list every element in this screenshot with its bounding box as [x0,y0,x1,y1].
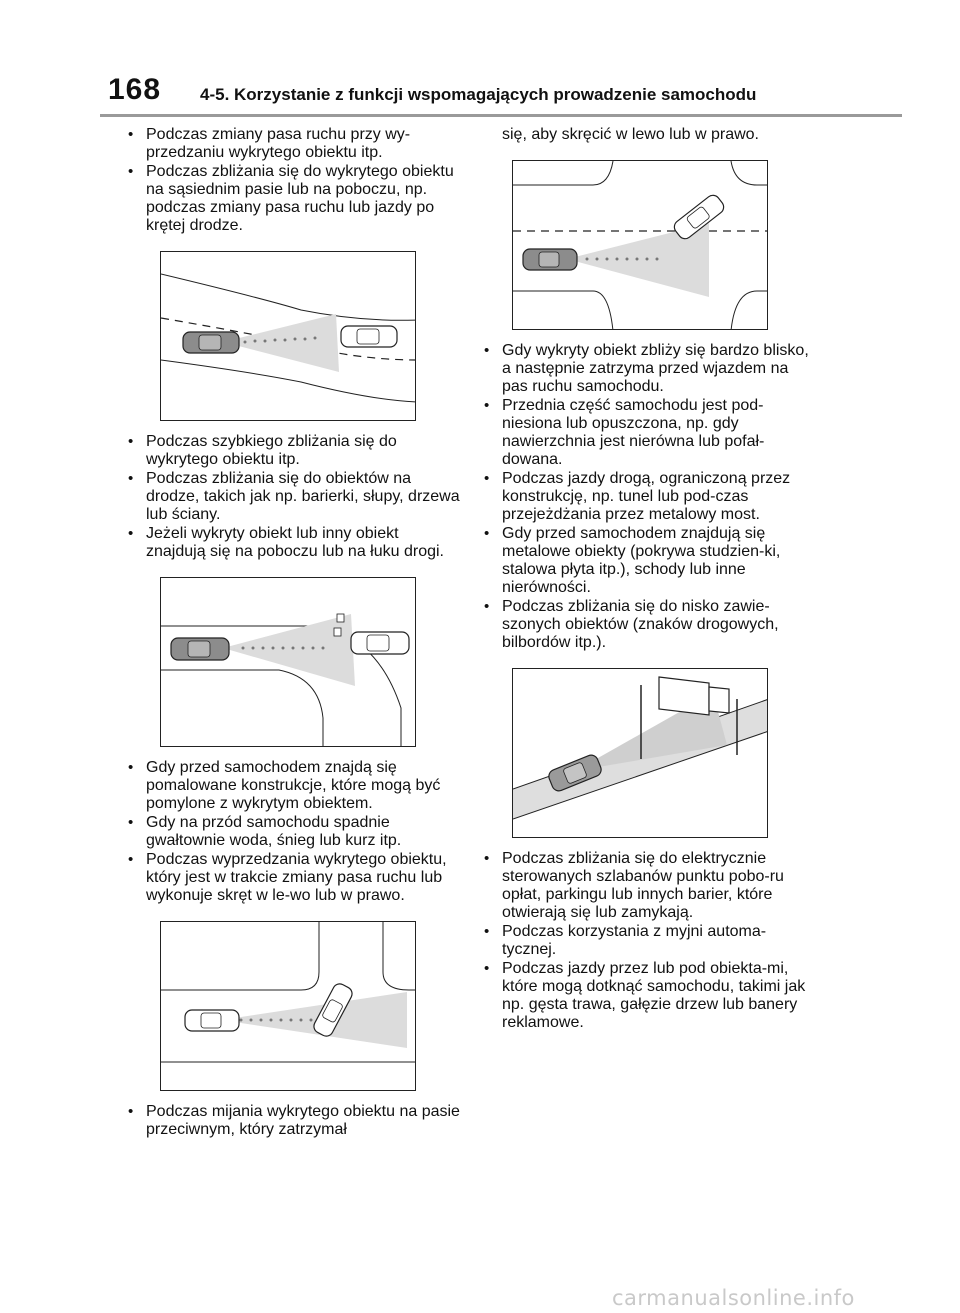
list-item: • Gdy przed samochodem znajdują się metalowe obiekty (pokrywa studzien-ki, stalowa płyta itp.), schody lub inne nierówności. [478,525,818,597]
bullet-list [122,433,462,561]
illustration-intersection-turn [160,921,416,1091]
list-item: • Podczas zbliżania się do wykrytego obiektu na sąsiednim pasie lub na poboczu, np. podczas zmiany pasa ruchu lub jazdy po krętej drodze. [122,163,462,235]
list-item: • Podczas szybkiego zbliżania się do wykrytego obiektu itp. [122,433,462,469]
section-title: 4-5. Korzystanie z funkcji wspomagających prowadzenie samochodu [200,85,757,104]
list-item: • Podczas korzystania z myjni automa-tycznej. [478,923,818,959]
list-item: • Podczas jazdy drogą, ograniczoną przez konstrukcję, np. tunel lub pod-czas przejeżdżania przez metalowy most. [478,470,818,524]
list-item: • Gdy wykryty obiekt zbliży się bardzo blisko, a następnie zatrzyma przed wjazdem na pas ruchu samochodu. [478,342,818,396]
list-item: • Przednia część samochodu jest pod-niesiona lub opuszczona, np. gdy nawierzchnia jest nierówna lub pofał-dowana. [478,397,818,469]
right-column [478,126,818,1033]
header-divider [100,114,902,117]
list-item: • Podczas zmiany pasa ruchu przy wy-przedzaniu wykrytego obiektu itp. [122,126,462,162]
left-column [122,126,462,1140]
list-item: • Podczas zbliżania się do obiektów na drodze, takich jak np. barierki, słupy, drzewa lub ściany. [122,470,462,524]
list-item: • Podczas mijania wykrytego obiektu na pasie przeciwnym, który zatrzymał [122,1103,462,1139]
illustration-curved-road [160,251,416,421]
list-item: • Podczas zbliżania się do nisko zawie-szonych obiektów (znaków drogowych, bilbordów itp.). [478,598,818,652]
continued-text: się, aby skręcić w lewo lub w prawo. [502,126,759,143]
list-item: • Podczas zbliżania się do elektrycznie sterowanych szlabanów punktu pobo-ru opłat, parkingu lub innych barier, które otwierają się lub zamykają. [478,850,818,922]
bullet-list [122,126,462,235]
bullet-list [122,759,462,905]
list-item: • Gdy na przód samochodu spadnie gwałtownie woda, śnieg lub kurz itp. [122,814,462,850]
bullet-list [478,342,818,652]
list-item: • Gdy przed samochodem znajdą się pomalowane konstrukcje, które mogą być pomylone z wykrytym obiektem. [122,759,462,813]
bullet-list [122,1103,462,1139]
page-number: 168 [108,73,162,106]
watermark: carmanualsonline.info [612,1286,855,1310]
illustration-overhead-sign [512,668,768,838]
list-item: • Podczas jazdy przez lub pod obiekta-mi, które mogą dotknąć samochodu, takimi jak np. gęsta trawa, gałęzie drzew lub banery reklamowe. [478,960,818,1032]
illustration-oncoming-turn [512,160,768,330]
page-header [0,0,960,120]
illustration-road-curve-obstacle [160,577,416,747]
list-item: • Podczas wyprzedzania wykrytego obiektu, który jest w trakcie zmiany pasa ruchu lub wykonuje skręt w le-wo lub w prawo. [122,851,462,905]
list-item: • Jeżeli wykryty obiekt lub inny obiekt znajdują się na poboczu lub na łuku drogi. [122,525,462,561]
bullet-list [478,850,818,1032]
